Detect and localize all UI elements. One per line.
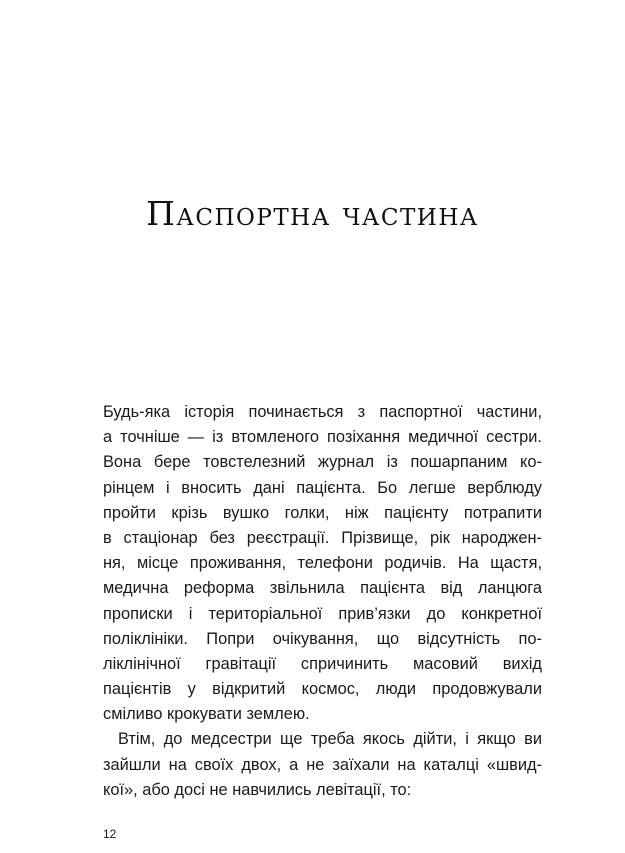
text-line: ліклінічної гравітації спричинить масовий вихід [103,654,542,673]
page-number: 12 [103,827,117,841]
text-line: а точніше — із втомленого позіхання медичної сестри. [103,428,542,447]
text-line: поліклініки. Попри очікування, що відсутність по- [103,629,542,648]
text-line: прописки і територіальної прив’язки до конкретної [103,604,542,623]
body-text [103,400,542,803]
text-line: Будь-яка історія починається з паспортної частини, [103,403,542,421]
text-line: рінцем і вносить дані пацієнта. Бо легше верблюду [103,478,542,497]
text-line: Вона бере товстелезний журнал із пошарпаним ко- [103,453,542,472]
text-line: ня, місце проживання, телефони родичів. На щастя, [103,554,542,573]
text-line: медична реформа звільнила пацієнта від ланцюга [103,579,542,598]
text-line: пройти крізь вушко голки, ніж пацієнту потрапити [103,503,542,522]
text-line: кої», або досі не навчились левітації, то: [103,780,412,799]
text-line: в стаціонар без реєстрації. Прізвище, рік народжен- [103,528,542,547]
text-line: зайшли на своїх двох, а не заїхали на каталці «швид- [103,755,542,774]
text-line: Втім, до медсестри ще треба якось дійти, і якщо ви [118,730,542,749]
text-line: пацієнтів у відкритий космос, люди продовжували [103,680,542,699]
text-line: сміливо крокувати землею. [103,705,310,724]
chapter-title: Паспортна частина [146,194,479,233]
